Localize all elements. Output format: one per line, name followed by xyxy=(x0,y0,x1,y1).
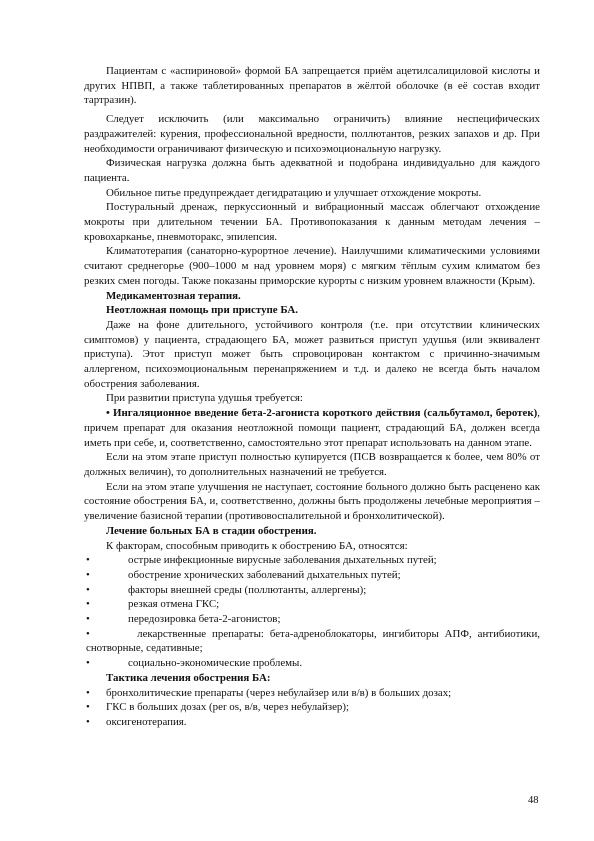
bullet-icon: • xyxy=(86,613,90,626)
paragraph-drinking: Обильное питье предупреждает дегидратацию и улучшает отхождение мокроты. xyxy=(106,186,482,199)
heading-tactics: Тактика лечения обострения БА: xyxy=(106,671,271,684)
list-item: • острые инфекционные вирусные заболевания дыхательных путей; xyxy=(86,554,437,567)
bullet-icon: • xyxy=(86,583,90,596)
inhalation-rest-text: , причем препарат для оказания неотложной помощи пациент, страдающий БА, должен всегда иметь при себе, и, соответственно, самостоятельно этот препарат использовать на данном этапе. xyxy=(84,407,541,449)
heading-emergency-care: Неотложная помощь при приступе БА. xyxy=(106,304,299,317)
tactics-list xyxy=(84,686,540,730)
paragraph-no-improvement: Если на этом этапе улучшения не наступает, состояние больного должно быть расценено как состояние обострения БА, и, соответственно, должны быть продолжены лечебные мероприятия – увеличение базисной терапии (противовоспалительной и бронхолитической). xyxy=(84,480,540,523)
paragraph-factors-intro: К факторам, способным приводить к обострению БА, относятся: xyxy=(106,539,408,552)
bullet-icon: • xyxy=(86,657,90,670)
bullet-icon: • xyxy=(86,686,90,699)
list-item: • социально-экономические проблемы. xyxy=(86,657,303,670)
list-item: • передозировка бета-2-агонистов; xyxy=(86,613,281,626)
bullet-icon: • xyxy=(86,701,90,714)
inhalation-bold-text: Ингаляционное введение бета-2-агониста короткого действия (сальбутамол, беротек) xyxy=(113,407,538,420)
paragraph-relief: Если на этом этапе приступ полностью купируется (ПСВ возвращается к более, чем 80% от должных величин), то дополнительных назначений не требуется. xyxy=(84,451,540,478)
paragraph-aspirin: Пациентам с «аспириновой» формой БА запрещается приём ацетилсалициловой кислоты и других НПВП, а также таблетированных препаратов в жёлтой оболочке (в её состав входит тартразин). xyxy=(84,65,540,107)
factors-list xyxy=(84,553,540,671)
paragraph-climatotherapy: Климатотерапия (санаторно-курортное лечение). Наилучшими климатическими условиями считают среднегорье (900–1000 м над уровнем моря) с мягким тёплым сухим климатом без резких смен погоды. Также показаны приморские курорты с низким уровнем влажности (Крым). xyxy=(84,245,540,287)
heading-exacerbation-treatment: Лечение больных БА в стадии обострения. xyxy=(106,524,317,537)
bullet-icon: • xyxy=(86,627,90,640)
paragraph-attack-risk: Даже на фоне длительного, устойчивого контроля (т.е. при отсутствии клинических симптомов) у пациента, страдающего БА, может развиться приступ удушья (или эквивалент приступа). Этот приступ может быть спровоцирован контактом с причинно-значимым аллергеном, психоэмоциональным перенапряжением и т.д. и далеко не всегда быть началом обострения заболевания. xyxy=(84,318,540,390)
bullet-glyph: • xyxy=(106,407,110,420)
bullet-icon: • xyxy=(86,568,90,581)
list-item: • ГКС в больших дозах (per os, в/в, через небулайзер); xyxy=(86,701,350,714)
heading-drug-therapy: Медикаментозная терапия. xyxy=(106,289,241,302)
list-item: • обострение хронических заболеваний дыхательных путей; xyxy=(86,568,401,581)
paragraph-drainage: Постуральный дренаж, перкуссионный и вибрационный массаж облегчают отхождение мокроты при длительном течении БА. Противопоказания к данным методам лечения – кровохарканье, пневмоторакс, эпилепсия. xyxy=(84,201,540,243)
bullet-icon: • xyxy=(86,554,90,567)
paragraph-attack-requires: При развитии приступа удушья требуется: xyxy=(106,392,303,405)
paragraph-physical-load: Физическая нагрузка должна быть адекватной и подобрана индивидуально для каждого пациента. xyxy=(84,157,540,184)
page-content xyxy=(84,64,540,730)
paragraph-inhalation xyxy=(84,406,540,450)
list-item: • резкая отмена ГКС; xyxy=(86,598,220,611)
page-number: 48 xyxy=(528,795,539,806)
paragraph-irritants: Следует исключить (или максимально ограничить) влияние неспецифических раздражителей: курения, профессиональной вредности, поллютантов, резких запахов и др. При необходимости ограничивают физическую и психоэмоциональную нагрузку. xyxy=(84,113,540,155)
list-item: • лекарственные препараты: бета-адреноблокаторы, ингибиторы АПФ, антибиотики, снотворные, седативные; xyxy=(86,627,540,655)
list-item: • бронхолитические препараты (через небулайзер или в/в) в больших дозах; xyxy=(86,686,452,699)
list-item: • оксигенотерапия. xyxy=(86,715,187,728)
bullet-icon: • xyxy=(86,598,90,611)
list-item: • факторы внешней среды (поллютанты, аллергены); xyxy=(86,583,367,596)
bullet-icon: • xyxy=(86,715,90,728)
